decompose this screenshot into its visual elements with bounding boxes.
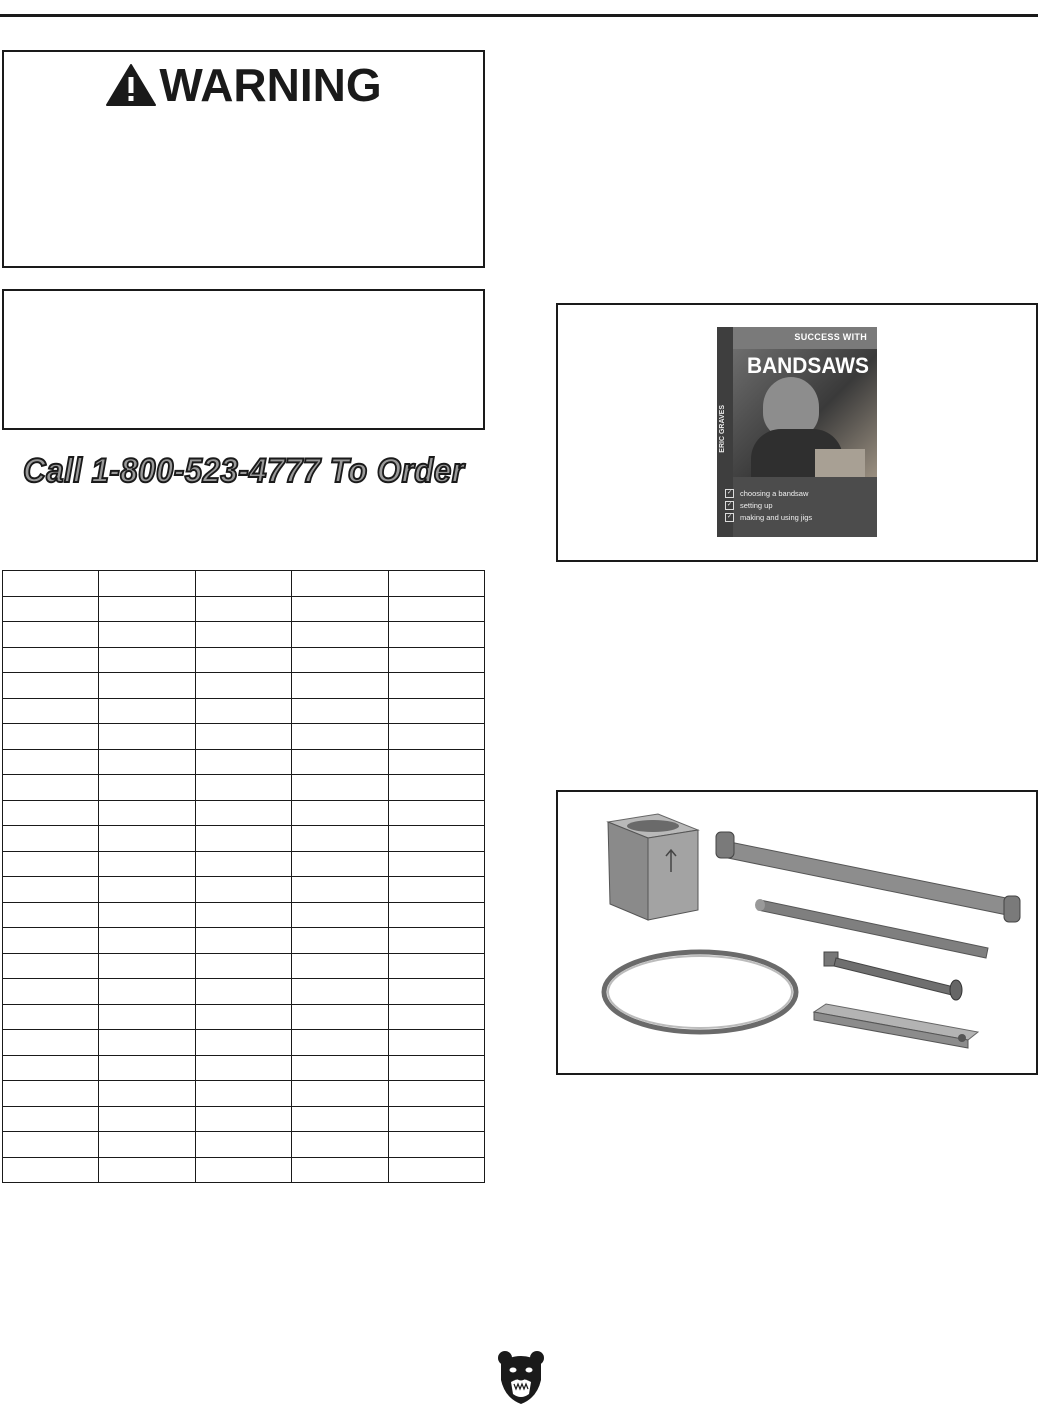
table-row [3, 800, 485, 826]
top-rule [0, 14, 1038, 17]
warning-word: WARNING [159, 59, 382, 111]
table-cell [99, 647, 195, 673]
table-cell [3, 775, 99, 801]
table-cell [388, 596, 484, 622]
table-cell [292, 622, 388, 648]
book-bullets [725, 487, 812, 523]
table-cell [292, 953, 388, 979]
table-cell [292, 1157, 388, 1183]
table-row [3, 826, 485, 852]
table-cell [99, 673, 195, 699]
table-cell [388, 1030, 484, 1056]
table-row [3, 596, 485, 622]
table-cell [195, 647, 291, 673]
table-row [3, 571, 485, 597]
table-cell [388, 1157, 484, 1183]
table-row [3, 902, 485, 928]
table-row [3, 1106, 485, 1132]
table-cell [99, 928, 195, 954]
table-cell [388, 673, 484, 699]
table-cell [99, 1106, 195, 1132]
table-cell [99, 622, 195, 648]
table-row [3, 953, 485, 979]
book-bullet: ✓ choosing a bandsaw [726, 488, 809, 498]
table-cell [292, 902, 388, 928]
table-cell [292, 571, 388, 597]
table-cell [99, 596, 195, 622]
table-row [3, 851, 485, 877]
table-cell [99, 979, 195, 1005]
table-cell [3, 622, 99, 648]
table-cell [3, 1157, 99, 1183]
table-cell [3, 953, 99, 979]
table-row [3, 1081, 485, 1107]
table-cell [292, 1004, 388, 1030]
table-cell [195, 1081, 291, 1107]
notice-box [2, 289, 485, 430]
table-cell [388, 826, 484, 852]
table-cell [3, 851, 99, 877]
table-cell [99, 800, 195, 826]
spec-table [2, 570, 485, 1183]
book-author: ERIC GRAVES [719, 405, 726, 453]
table-cell [99, 851, 195, 877]
table-cell [292, 673, 388, 699]
table-cell [388, 800, 484, 826]
table-cell [3, 1106, 99, 1132]
guide-block-icon [608, 814, 698, 920]
table-cell [195, 749, 291, 775]
table-cell [99, 953, 195, 979]
table-cell [3, 749, 99, 775]
table-cell [3, 647, 99, 673]
table-cell [99, 1055, 195, 1081]
bolt-icon [824, 952, 962, 1000]
table-cell [292, 826, 388, 852]
table-cell [195, 979, 291, 1005]
table-cell [99, 826, 195, 852]
table-cell [292, 928, 388, 954]
book-bullet: ✓ making and using jigs [726, 512, 813, 522]
table-cell [99, 877, 195, 903]
table-cell [195, 596, 291, 622]
table-cell [195, 851, 291, 877]
table-cell [99, 1157, 195, 1183]
table-cell [3, 1055, 99, 1081]
table-cell [292, 724, 388, 750]
bandsaw-parts-image [558, 792, 1036, 1073]
table-cell [99, 724, 195, 750]
table-cell [99, 1004, 195, 1030]
table-cell [388, 647, 484, 673]
table-cell [388, 698, 484, 724]
table-cell [388, 1106, 484, 1132]
table-row [3, 622, 485, 648]
bracket-icon [814, 1004, 978, 1048]
table-cell [195, 1055, 291, 1081]
table-cell [388, 571, 484, 597]
warning-triangle-icon [105, 63, 157, 107]
table-cell [195, 724, 291, 750]
table-cell [3, 1030, 99, 1056]
table-cell [99, 571, 195, 597]
table-cell [3, 902, 99, 928]
table-cell [99, 775, 195, 801]
table-cell [195, 775, 291, 801]
table-cell [195, 698, 291, 724]
table-cell [195, 571, 291, 597]
table-cell [292, 851, 388, 877]
table-cell [3, 877, 99, 903]
table-cell [388, 775, 484, 801]
warning-heading [4, 59, 483, 111]
table-cell [3, 1004, 99, 1030]
table-cell [292, 1081, 388, 1107]
table-cell [388, 877, 484, 903]
warning-box [2, 50, 485, 268]
table-cell [195, 1030, 291, 1056]
bear-head-logo [497, 1350, 545, 1404]
table-row [3, 1157, 485, 1183]
table-cell [292, 596, 388, 622]
table-cell [388, 1132, 484, 1158]
table-row [3, 647, 485, 673]
order-phone-text: Call 1-800-523-4777 To Order [22, 451, 465, 490]
book-title: BANDSAWS [747, 353, 869, 378]
table-cell [292, 1106, 388, 1132]
table-cell [99, 1030, 195, 1056]
table-cell [195, 1106, 291, 1132]
table-row [3, 1055, 485, 1081]
table-cell [195, 1132, 291, 1158]
table-cell [292, 979, 388, 1005]
table-cell [99, 749, 195, 775]
bandsaw-blade-icon [604, 952, 796, 1032]
table-cell [195, 673, 291, 699]
table-cell [292, 1132, 388, 1158]
table-row [3, 775, 485, 801]
table-cell [388, 953, 484, 979]
table-row [3, 979, 485, 1005]
table-cell [99, 902, 195, 928]
table-cell [388, 1004, 484, 1030]
rod-icon [755, 899, 988, 958]
table-cell [195, 622, 291, 648]
table-cell [292, 1055, 388, 1081]
table-cell [388, 979, 484, 1005]
table-cell [388, 1081, 484, 1107]
table-cell [195, 877, 291, 903]
table-cell [99, 1132, 195, 1158]
table-row [3, 749, 485, 775]
order-banner [2, 449, 485, 493]
table-cell [3, 979, 99, 1005]
table-cell [292, 1030, 388, 1056]
table-cell [195, 902, 291, 928]
table-cell [292, 647, 388, 673]
table-cell [388, 622, 484, 648]
table-cell [195, 928, 291, 954]
parts-image-frame [556, 790, 1038, 1075]
book-cover-image [717, 327, 877, 537]
table-cell [3, 1081, 99, 1107]
table-row [3, 1132, 485, 1158]
table-row [3, 1004, 485, 1030]
table-cell [99, 698, 195, 724]
table-row [3, 698, 485, 724]
table-cell [3, 928, 99, 954]
table-cell [292, 698, 388, 724]
table-cell [3, 596, 99, 622]
table-cell [3, 1132, 99, 1158]
table-cell [195, 953, 291, 979]
table-row [3, 877, 485, 903]
table-cell [292, 800, 388, 826]
table-cell [292, 877, 388, 903]
table-cell [3, 826, 99, 852]
table-cell [3, 698, 99, 724]
table-cell [292, 749, 388, 775]
table-row [3, 928, 485, 954]
table-cell [388, 928, 484, 954]
table-cell [3, 800, 99, 826]
table-cell [195, 826, 291, 852]
table-cell [195, 1004, 291, 1030]
table-row [3, 673, 485, 699]
table-cell [388, 902, 484, 928]
table-cell [292, 775, 388, 801]
book-series: SUCCESS WITH [794, 332, 867, 342]
table-cell [3, 673, 99, 699]
table-row [3, 724, 485, 750]
table-cell [195, 800, 291, 826]
table-cell [388, 851, 484, 877]
book-bullet: ✓ setting up [726, 500, 773, 510]
table-cell [388, 724, 484, 750]
table-cell [99, 1081, 195, 1107]
table-cell [3, 571, 99, 597]
table-cell [388, 1055, 484, 1081]
table-cell [388, 749, 484, 775]
table-cell [3, 724, 99, 750]
table-row [3, 1030, 485, 1056]
table-cell [195, 1157, 291, 1183]
